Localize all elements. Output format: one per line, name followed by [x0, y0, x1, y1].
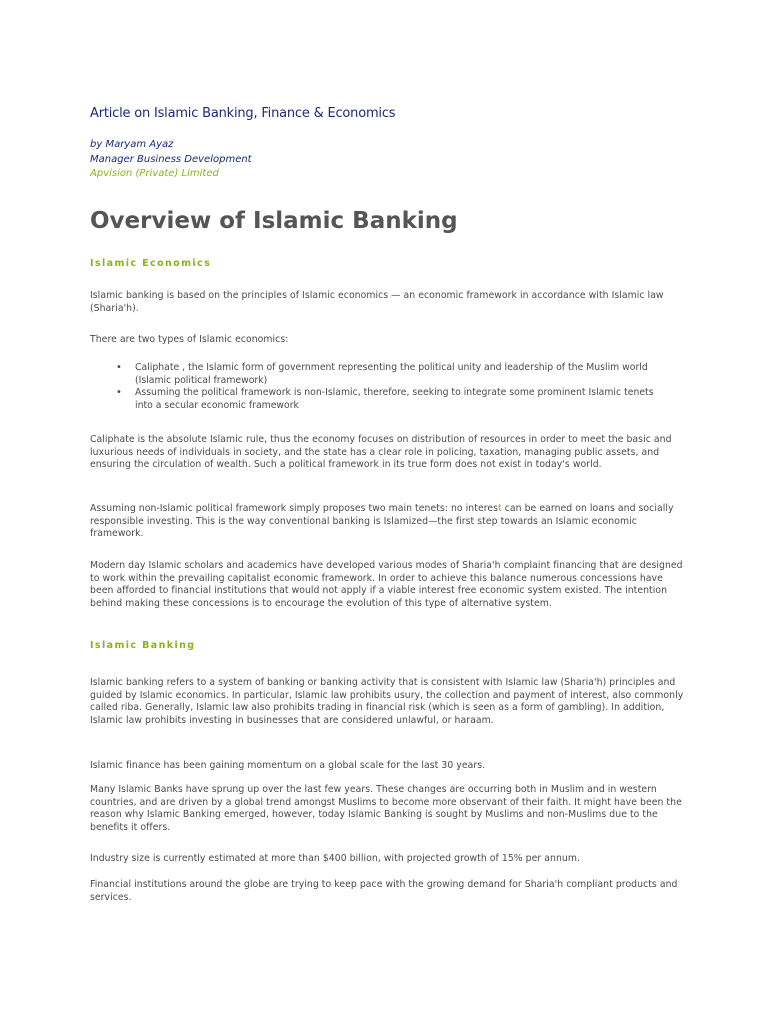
- list-item: [90, 387, 655, 412]
- list-item-text: Caliphate , the Islamic form of government representing the political unity and leadership of the Muslim world (Islamic political framework): [135, 362, 648, 386]
- paragraph-institutions: Financial institutions around the globe are trying to keep pace with the growing demand for Sharia'h compliant products and services.: [90, 879, 678, 903]
- list-item-text: Assuming the political framework is non-Islamic, therefore, seeking to integrate some prominent Islamic tenets into a secular economic framework: [135, 387, 654, 411]
- article-title: Article on Islamic Banking, Finance & Economics: [90, 106, 396, 121]
- byline: [90, 138, 252, 182]
- economics-types-list: [90, 362, 688, 412]
- paragraph-caliphate: Caliphate is the absolute Islamic rule, thus the economy focuses on distribution of resources in order to meet the basic and luxurious needs of individuals in society, and the state has a clear role in policing, taxation, managing public assets, and ensuring the circulation of wealth. Such a political framework in its true form does not exist in today's world.: [90, 434, 672, 470]
- list-item: [90, 362, 655, 387]
- paragraph-momentum: Islamic finance has been gaining momentum on a global scale for the last 30 years.: [90, 760, 486, 771]
- author-line: by Maryam Ayaz: [90, 139, 174, 150]
- section-heading-economics: Islamic Economics: [90, 258, 212, 269]
- paragraph-types: There are two types of Islamic economics:: [90, 334, 289, 345]
- paragraph-intro: Islamic banking is based on the principles of Islamic economics — an economic framework in accordance with Islamic law (Sharia'h).: [90, 290, 664, 314]
- main-title: Overview of Islamic Banking: [90, 208, 458, 234]
- section-heading-banking: Islamic Banking: [90, 640, 196, 651]
- paragraph-modern-scholars: Modern day Islamic scholars and academics have developed various modes of Sharia'h complaint financing that are designed to work within the prevailing capitalist economic framework. In order to achieve this balance numerous concessions have been afforded to financial institutions that would not apply if a viable interest free economic system existed. The intention behind making these concessions is to encourage the evolution of this type of alternative system.: [90, 560, 683, 609]
- paragraph-islamic-banking: Islamic banking refers to a system of banking or banking activity that is consistent with Islamic law (Sharia'h) principles and guided by Islamic economics. In particular, Islamic law prohibits usury, the collection and payment of interest, also commonly called riba. Generally, Islamic law also prohibits trading in financial risk (which is seen as a form of gambling). In addition, Islamic law prohibits investing in businesses that are considered unlawful, or haraam.: [90, 677, 684, 726]
- paragraph-non-islamic-part2: can be earned on loans and socially responsible investing. This is the way conventional banking is Islamized—the first step towards an Islamic economic framework.: [90, 503, 674, 539]
- company-line: Apvision (Private) Limited: [90, 168, 219, 179]
- bullet-icon: •: [116, 362, 122, 373]
- highlighted-letter: t: [498, 503, 502, 514]
- paragraph-non-islamic-part1: Assuming non-Islamic political framework simply proposes two main tenets: no interes: [90, 503, 499, 514]
- paragraph-non-islamic: [90, 503, 688, 541]
- bullet-icon: •: [116, 387, 122, 398]
- position-line: Manager Business Development: [90, 153, 252, 165]
- paragraph-growth: Many Islamic Banks have sprung up over the last few years. These changes are occurring both in Muslim and in western countries, and are driven by a global trend amongst Muslims to become more observant of their faith. It might have been the reason why Islamic Banking emerged, however, today Islamic Banking is sought by Muslims and non-Muslims due to the benefits it offers.: [90, 784, 682, 833]
- paragraph-industry-size: Industry size is currently estimated at more than $400 billion, with projected growth of 15% per annum.: [90, 853, 580, 864]
